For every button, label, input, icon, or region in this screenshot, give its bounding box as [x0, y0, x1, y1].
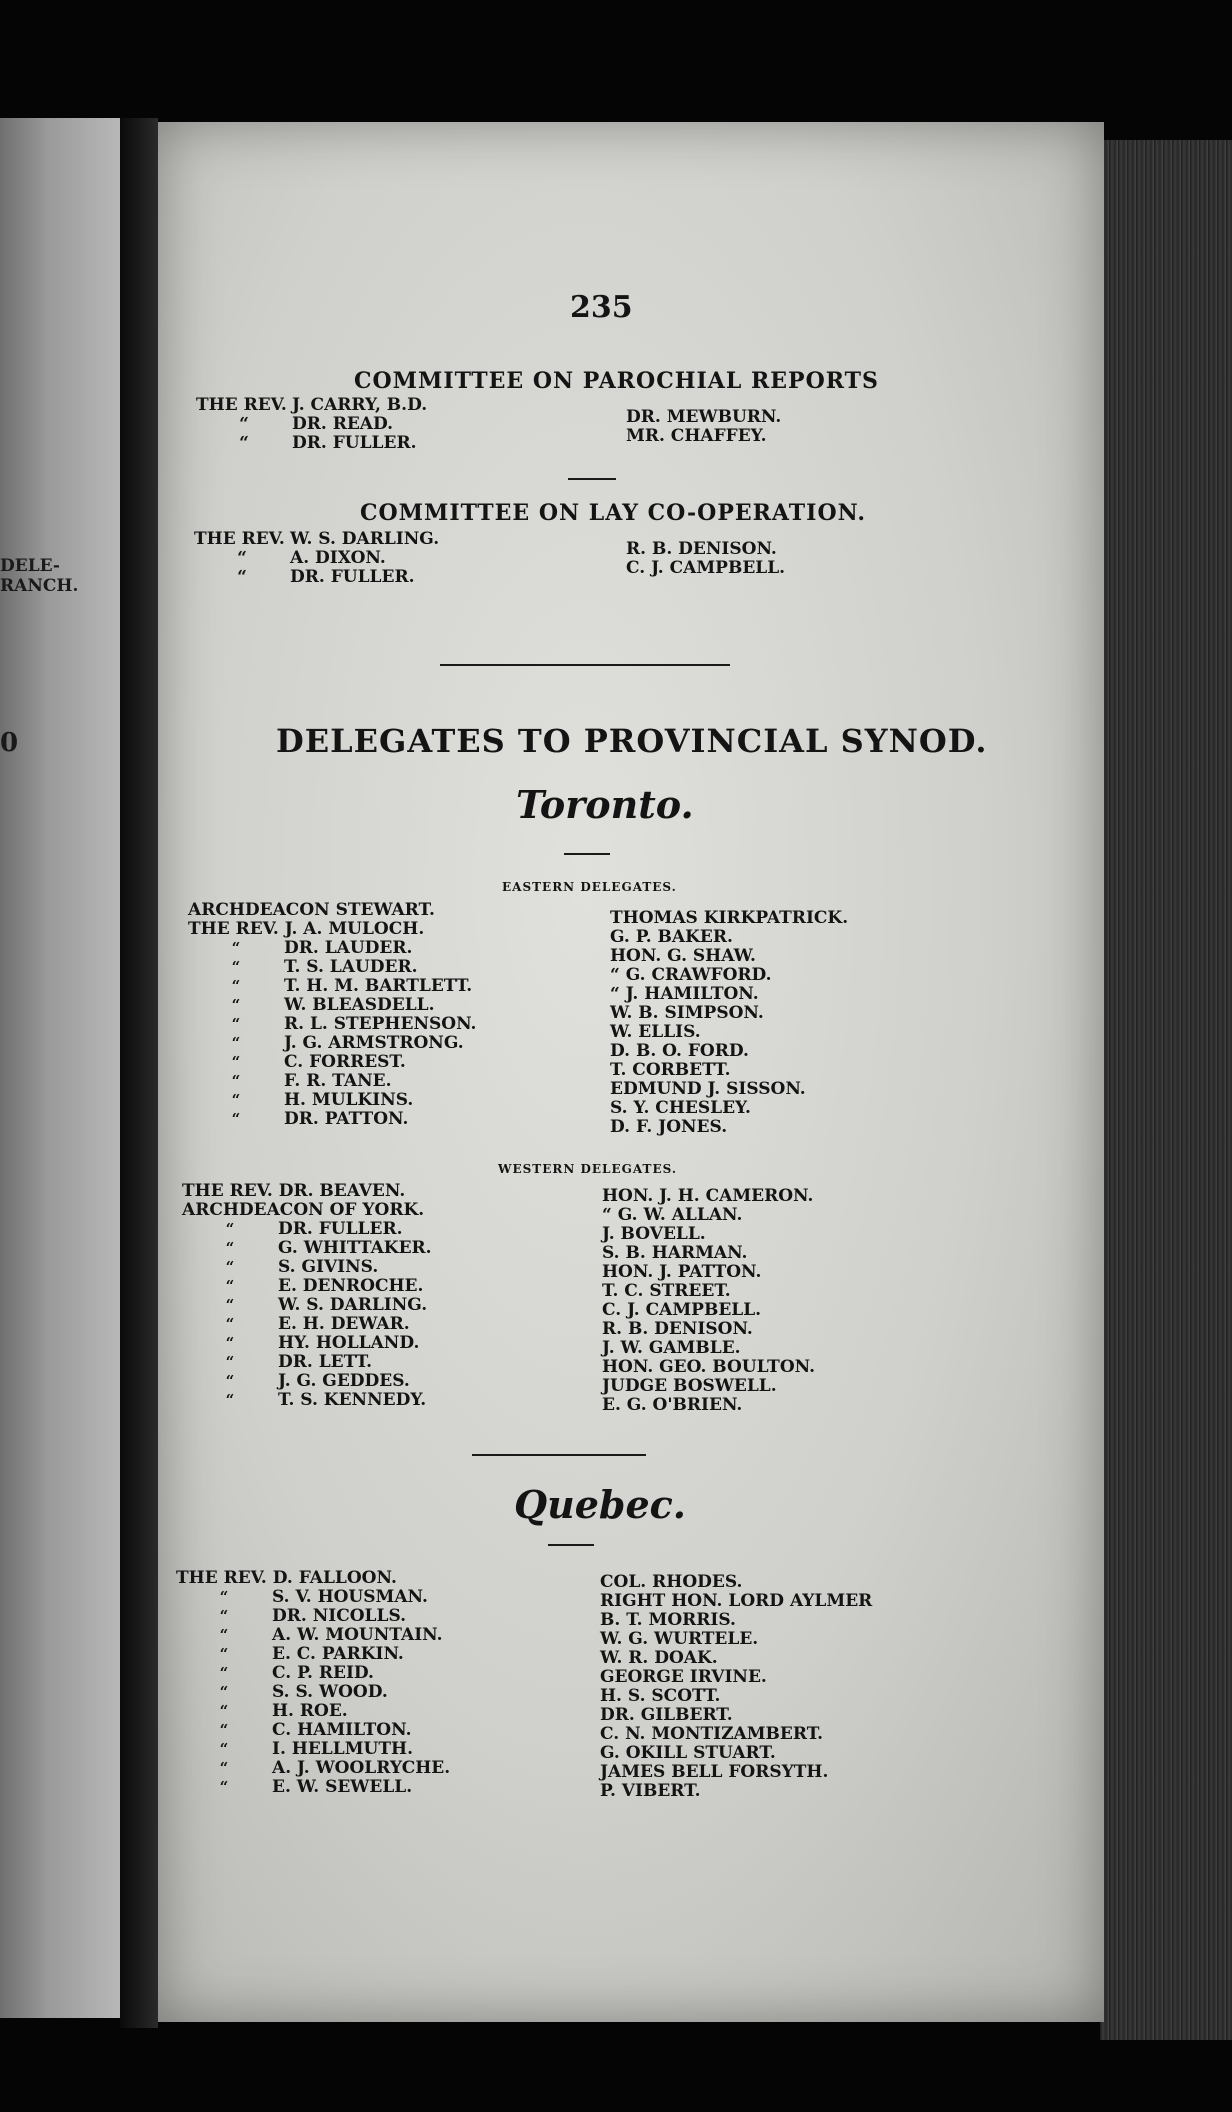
ditto-mark: “ — [219, 1778, 229, 1796]
name-prefix: THE REV. — [196, 395, 287, 415]
list-item — [176, 1645, 450, 1664]
facing-page-fragment: DELE- — [0, 556, 60, 576]
member-name: T. S. KENNEDY. — [278, 1390, 427, 1410]
list-item — [602, 1377, 815, 1396]
member-name: E. C. PARKIN. — [272, 1644, 404, 1664]
list-item — [610, 1099, 848, 1118]
member-name: C. J. CAMPBELL. — [602, 1300, 762, 1320]
list-item — [600, 1649, 872, 1668]
list-item — [600, 1592, 872, 1611]
member-name: T. S. LAUDER. — [284, 957, 418, 977]
list-item — [182, 1258, 432, 1277]
facing-page-edge — [0, 118, 120, 2018]
member-name: W. G. WURTELE. — [600, 1629, 759, 1649]
list-item — [188, 958, 476, 977]
member-name: R. B. DENISON. — [602, 1319, 753, 1339]
list-item — [188, 920, 476, 939]
ditto-mark: “ — [219, 1664, 229, 1682]
member-name: “ G. CRAWFORD. — [610, 965, 772, 985]
ditto-mark: “ — [231, 1053, 241, 1071]
member-name: W. ELLIS. — [610, 1022, 701, 1042]
list-item — [600, 1782, 872, 1801]
list-item — [176, 1588, 450, 1607]
list-item — [600, 1706, 872, 1725]
list-item — [610, 966, 848, 985]
list-item — [626, 559, 785, 578]
list-item — [600, 1687, 872, 1706]
list-item — [182, 1296, 432, 1315]
member-name: W. B. SIMPSON. — [610, 1003, 764, 1023]
list-item — [610, 1023, 848, 1042]
member-name: ARCHDEACON STEWART. — [188, 900, 435, 920]
ditto-mark: “ — [219, 1626, 229, 1644]
member-name: P. VIBERT. — [600, 1781, 701, 1801]
eastern-left-list — [188, 901, 476, 1129]
member-name: J. BOVELL. — [602, 1224, 706, 1244]
list-item — [188, 901, 476, 920]
ditto-mark: “ — [225, 1258, 235, 1276]
list-item — [182, 1220, 432, 1239]
list-item — [602, 1187, 815, 1206]
lay-committee-title: COMMITTEE ON LAY CO-OPERATION. — [360, 500, 866, 526]
ditto-mark: “ — [231, 996, 241, 1014]
list-item — [600, 1725, 872, 1744]
ditto-mark: “ — [219, 1645, 229, 1663]
member-name: H. ROE. — [272, 1701, 348, 1721]
member-name: B. T. MORRIS. — [600, 1610, 736, 1630]
ditto-mark: “ — [225, 1220, 235, 1238]
list-item — [602, 1282, 815, 1301]
list-item — [176, 1683, 450, 1702]
ditto-mark: “ — [219, 1759, 229, 1777]
member-name: GEORGE IRVINE. — [600, 1667, 767, 1687]
member-name: J. CARRY, B.D. — [292, 395, 428, 415]
lay-left-list — [194, 530, 439, 587]
member-name: A. W. MOUNTAIN. — [272, 1625, 443, 1645]
list-item — [602, 1320, 815, 1339]
list-item — [176, 1759, 450, 1778]
ditto-mark: “ — [225, 1372, 235, 1390]
book-page — [158, 122, 1104, 2022]
list-item — [610, 1080, 848, 1099]
list-item — [194, 549, 439, 568]
lay-right-list — [626, 540, 785, 578]
member-name: C. N. MONTIZAMBERT. — [600, 1724, 824, 1744]
list-item — [610, 928, 848, 947]
member-name: DR. READ. — [292, 414, 394, 434]
list-item — [176, 1740, 450, 1759]
ditto-mark: “ — [225, 1277, 235, 1295]
ditto-mark: “ — [219, 1740, 229, 1758]
list-item — [610, 947, 848, 966]
list-item — [176, 1569, 450, 1588]
ditto-mark: “ — [219, 1721, 229, 1739]
name-prefix: “ — [239, 433, 249, 453]
member-name: JUDGE BOSWELL. — [602, 1376, 777, 1396]
list-item — [610, 1042, 848, 1061]
ditto-mark: “ — [231, 1015, 241, 1033]
list-item — [188, 1110, 476, 1129]
ditto-mark: “ — [231, 958, 241, 976]
list-item — [188, 996, 476, 1015]
list-item — [196, 434, 427, 453]
ditto-mark: “ — [225, 1334, 235, 1352]
member-name: T. H. M. BARTLETT. — [284, 976, 473, 996]
quebec-left-list — [176, 1569, 450, 1797]
member-name: G. OKILL STUART. — [600, 1743, 776, 1763]
name-prefix: “ — [239, 414, 249, 434]
member-name: “ G. W. ALLAN. — [602, 1205, 743, 1225]
member-name: E. H. DEWAR. — [278, 1314, 410, 1334]
member-name: W. S. DARLING. — [278, 1295, 428, 1315]
member-name: G. WHITTAKER. — [278, 1238, 432, 1258]
member-name: A. DIXON. — [290, 548, 386, 568]
name-prefix: THE REV. — [194, 529, 285, 549]
list-item — [176, 1702, 450, 1721]
facing-page-fragment: 0 — [0, 728, 19, 758]
quebec-heading: Quebec. — [514, 1482, 687, 1527]
member-name: THE REV. D. FALLOON. — [176, 1568, 397, 1588]
ditto-mark: “ — [219, 1683, 229, 1701]
western-right-list — [602, 1187, 815, 1415]
list-item — [188, 1015, 476, 1034]
member-name: A. J. WOOLRYCHE. — [272, 1758, 451, 1778]
list-item — [610, 1118, 848, 1137]
member-name: H. MULKINS. — [284, 1090, 414, 1110]
member-name: F. R. TANE. — [284, 1071, 392, 1091]
member-name: S. Y. CHESLEY. — [610, 1098, 751, 1118]
member-name: HON. G. SHAW. — [610, 946, 756, 966]
member-name: EDMUND J. SISSON. — [610, 1079, 806, 1099]
list-item — [194, 530, 439, 549]
list-item — [176, 1626, 450, 1645]
member-name: DR. FULLER. — [278, 1219, 403, 1239]
list-item — [610, 985, 848, 1004]
member-name: RIGHT HON. LORD AYLMER — [600, 1591, 873, 1611]
ditto-mark: “ — [225, 1239, 235, 1257]
member-name: R. L. STEPHENSON. — [284, 1014, 477, 1034]
ditto-mark: “ — [231, 1110, 241, 1128]
member-name: S. S. WOOD. — [272, 1682, 388, 1702]
ditto-mark: “ — [231, 939, 241, 957]
member-name: DR. FULLER. — [292, 433, 417, 453]
member-name: J. G. ARMSTRONG. — [284, 1033, 464, 1053]
list-item — [182, 1315, 432, 1334]
parochial-left-list — [196, 396, 427, 453]
list-item — [602, 1358, 815, 1377]
ditto-mark: “ — [225, 1315, 235, 1333]
member-name: C. FORREST. — [284, 1052, 406, 1072]
section-divider — [472, 1454, 646, 1456]
ditto-mark: “ — [225, 1391, 235, 1409]
parochial-right-list — [626, 408, 781, 446]
list-item — [188, 1072, 476, 1091]
list-item — [182, 1334, 432, 1353]
member-name: DR. MEWBURN. — [626, 407, 782, 427]
member-name: ARCHDEACON OF YORK. — [182, 1200, 425, 1220]
list-item — [176, 1607, 450, 1626]
member-name: C. J. CAMPBELL. — [626, 558, 786, 578]
quebec-right-list — [600, 1573, 872, 1801]
member-name: W. S. DARLING. — [290, 529, 440, 549]
member-name: HON. J. PATTON. — [602, 1262, 762, 1282]
member-name: JAMES BELL FORSYTH. — [600, 1762, 829, 1782]
western-left-list — [182, 1182, 432, 1410]
member-name: THOMAS KIRKPATRICK. — [610, 908, 849, 928]
facing-page-fragment: RANCH. — [0, 576, 79, 596]
list-item — [188, 1053, 476, 1072]
ditto-mark: “ — [225, 1296, 235, 1314]
member-name: J. W. GAMBLE. — [602, 1338, 741, 1358]
ditto-mark: “ — [219, 1702, 229, 1720]
member-name: C. HAMILTON. — [272, 1720, 412, 1740]
member-name: R. B. DENISON. — [626, 539, 777, 559]
list-item — [610, 1061, 848, 1080]
eastern-delegates-label: EASTERN DELEGATES. — [502, 880, 677, 894]
list-item — [602, 1225, 815, 1244]
list-item — [626, 408, 781, 427]
list-item — [182, 1391, 432, 1410]
list-item — [182, 1239, 432, 1258]
member-name: E. DENROCHE. — [278, 1276, 424, 1296]
list-item — [176, 1778, 450, 1797]
list-item — [188, 939, 476, 958]
list-item — [196, 396, 427, 415]
western-delegates-label: WESTERN DELEGATES. — [498, 1162, 678, 1176]
list-item — [176, 1721, 450, 1740]
ditto-mark: “ — [219, 1588, 229, 1606]
section-divider — [440, 664, 730, 666]
list-item — [602, 1206, 815, 1225]
member-name: E. G. O'BRIEN. — [602, 1395, 743, 1415]
ditto-mark: “ — [231, 1034, 241, 1052]
list-item — [182, 1353, 432, 1372]
eastern-right-list — [610, 909, 848, 1137]
list-item — [600, 1744, 872, 1763]
list-item — [176, 1664, 450, 1683]
member-name: T. CORBETT. — [610, 1060, 731, 1080]
list-item — [602, 1263, 815, 1282]
member-name: T. C. STREET. — [602, 1281, 731, 1301]
member-name: S. V. HOUSMAN. — [272, 1587, 428, 1607]
list-item — [600, 1573, 872, 1592]
list-item — [196, 415, 427, 434]
list-item — [602, 1244, 815, 1263]
member-name: DR. PATTON. — [284, 1109, 409, 1129]
short-divider — [568, 478, 616, 480]
member-name: S. GIVINS. — [278, 1257, 379, 1277]
member-name: DR. GILBERT. — [600, 1705, 733, 1725]
list-item — [188, 1034, 476, 1053]
member-name: W. BLEASDELL. — [284, 995, 435, 1015]
member-name: THE REV. J. A. MULOCH. — [188, 919, 425, 939]
member-name: D. F. JONES. — [610, 1117, 728, 1137]
member-name: HON. J. H. CAMERON. — [602, 1186, 814, 1206]
member-name: DR. NICOLLS. — [272, 1606, 407, 1626]
member-name: E. W. SEWELL. — [272, 1777, 413, 1797]
list-item — [626, 540, 785, 559]
list-item — [610, 1004, 848, 1023]
member-name: HY. HOLLAND. — [278, 1333, 420, 1353]
list-item — [182, 1182, 432, 1201]
list-item — [600, 1611, 872, 1630]
member-name: S. B. HARMAN. — [602, 1243, 748, 1263]
list-item — [626, 427, 781, 446]
parochial-committee-title: COMMITTEE ON PAROCHIAL REPORTS — [354, 368, 879, 394]
member-name: I. HELLMUTH. — [272, 1739, 413, 1759]
member-name: DR. LETT. — [278, 1352, 373, 1372]
member-name: H. S. SCOTT. — [600, 1686, 721, 1706]
ditto-mark: “ — [231, 1072, 241, 1090]
ditto-mark: “ — [231, 977, 241, 995]
list-item — [600, 1763, 872, 1782]
list-item — [182, 1201, 432, 1220]
list-item — [610, 909, 848, 928]
member-name: MR. CHAFFEY. — [626, 426, 767, 446]
list-item — [602, 1339, 815, 1358]
list-item — [188, 1091, 476, 1110]
member-name: COL. RHODES. — [600, 1572, 743, 1592]
member-name: “ J. HAMILTON. — [610, 984, 759, 1004]
list-item — [194, 568, 439, 587]
member-name: W. R. DOAK. — [600, 1648, 718, 1668]
member-name: DR. FULLER. — [290, 567, 415, 587]
ditto-mark: “ — [219, 1607, 229, 1625]
ditto-mark: “ — [231, 1091, 241, 1109]
ditto-mark: “ — [225, 1353, 235, 1371]
book-edge — [1100, 140, 1232, 2040]
member-name: DR. LAUDER. — [284, 938, 413, 958]
list-item — [600, 1630, 872, 1649]
member-name: D. B. O. FORD. — [610, 1041, 749, 1061]
list-item — [188, 977, 476, 996]
name-prefix: “ — [237, 567, 247, 587]
member-name: J. G. GEDDES. — [278, 1371, 410, 1391]
list-item — [182, 1372, 432, 1391]
name-prefix: “ — [237, 548, 247, 568]
member-name: THE REV. DR. BEAVEN. — [182, 1181, 406, 1201]
short-divider — [548, 1544, 594, 1546]
member-name: HON. GEO. BOULTON. — [602, 1357, 815, 1377]
book-gutter — [120, 118, 158, 2028]
toronto-heading: Toronto. — [516, 782, 694, 827]
delegates-title: DELEGATES TO PROVINCIAL SYNOD. — [276, 722, 988, 760]
list-item — [182, 1277, 432, 1296]
member-name: G. P. BAKER. — [610, 927, 733, 947]
list-item — [600, 1668, 872, 1687]
list-item — [602, 1396, 815, 1415]
member-name: C. P. REID. — [272, 1663, 374, 1683]
list-item — [602, 1301, 815, 1320]
page-number: 235 — [570, 290, 633, 325]
short-divider — [564, 853, 610, 855]
